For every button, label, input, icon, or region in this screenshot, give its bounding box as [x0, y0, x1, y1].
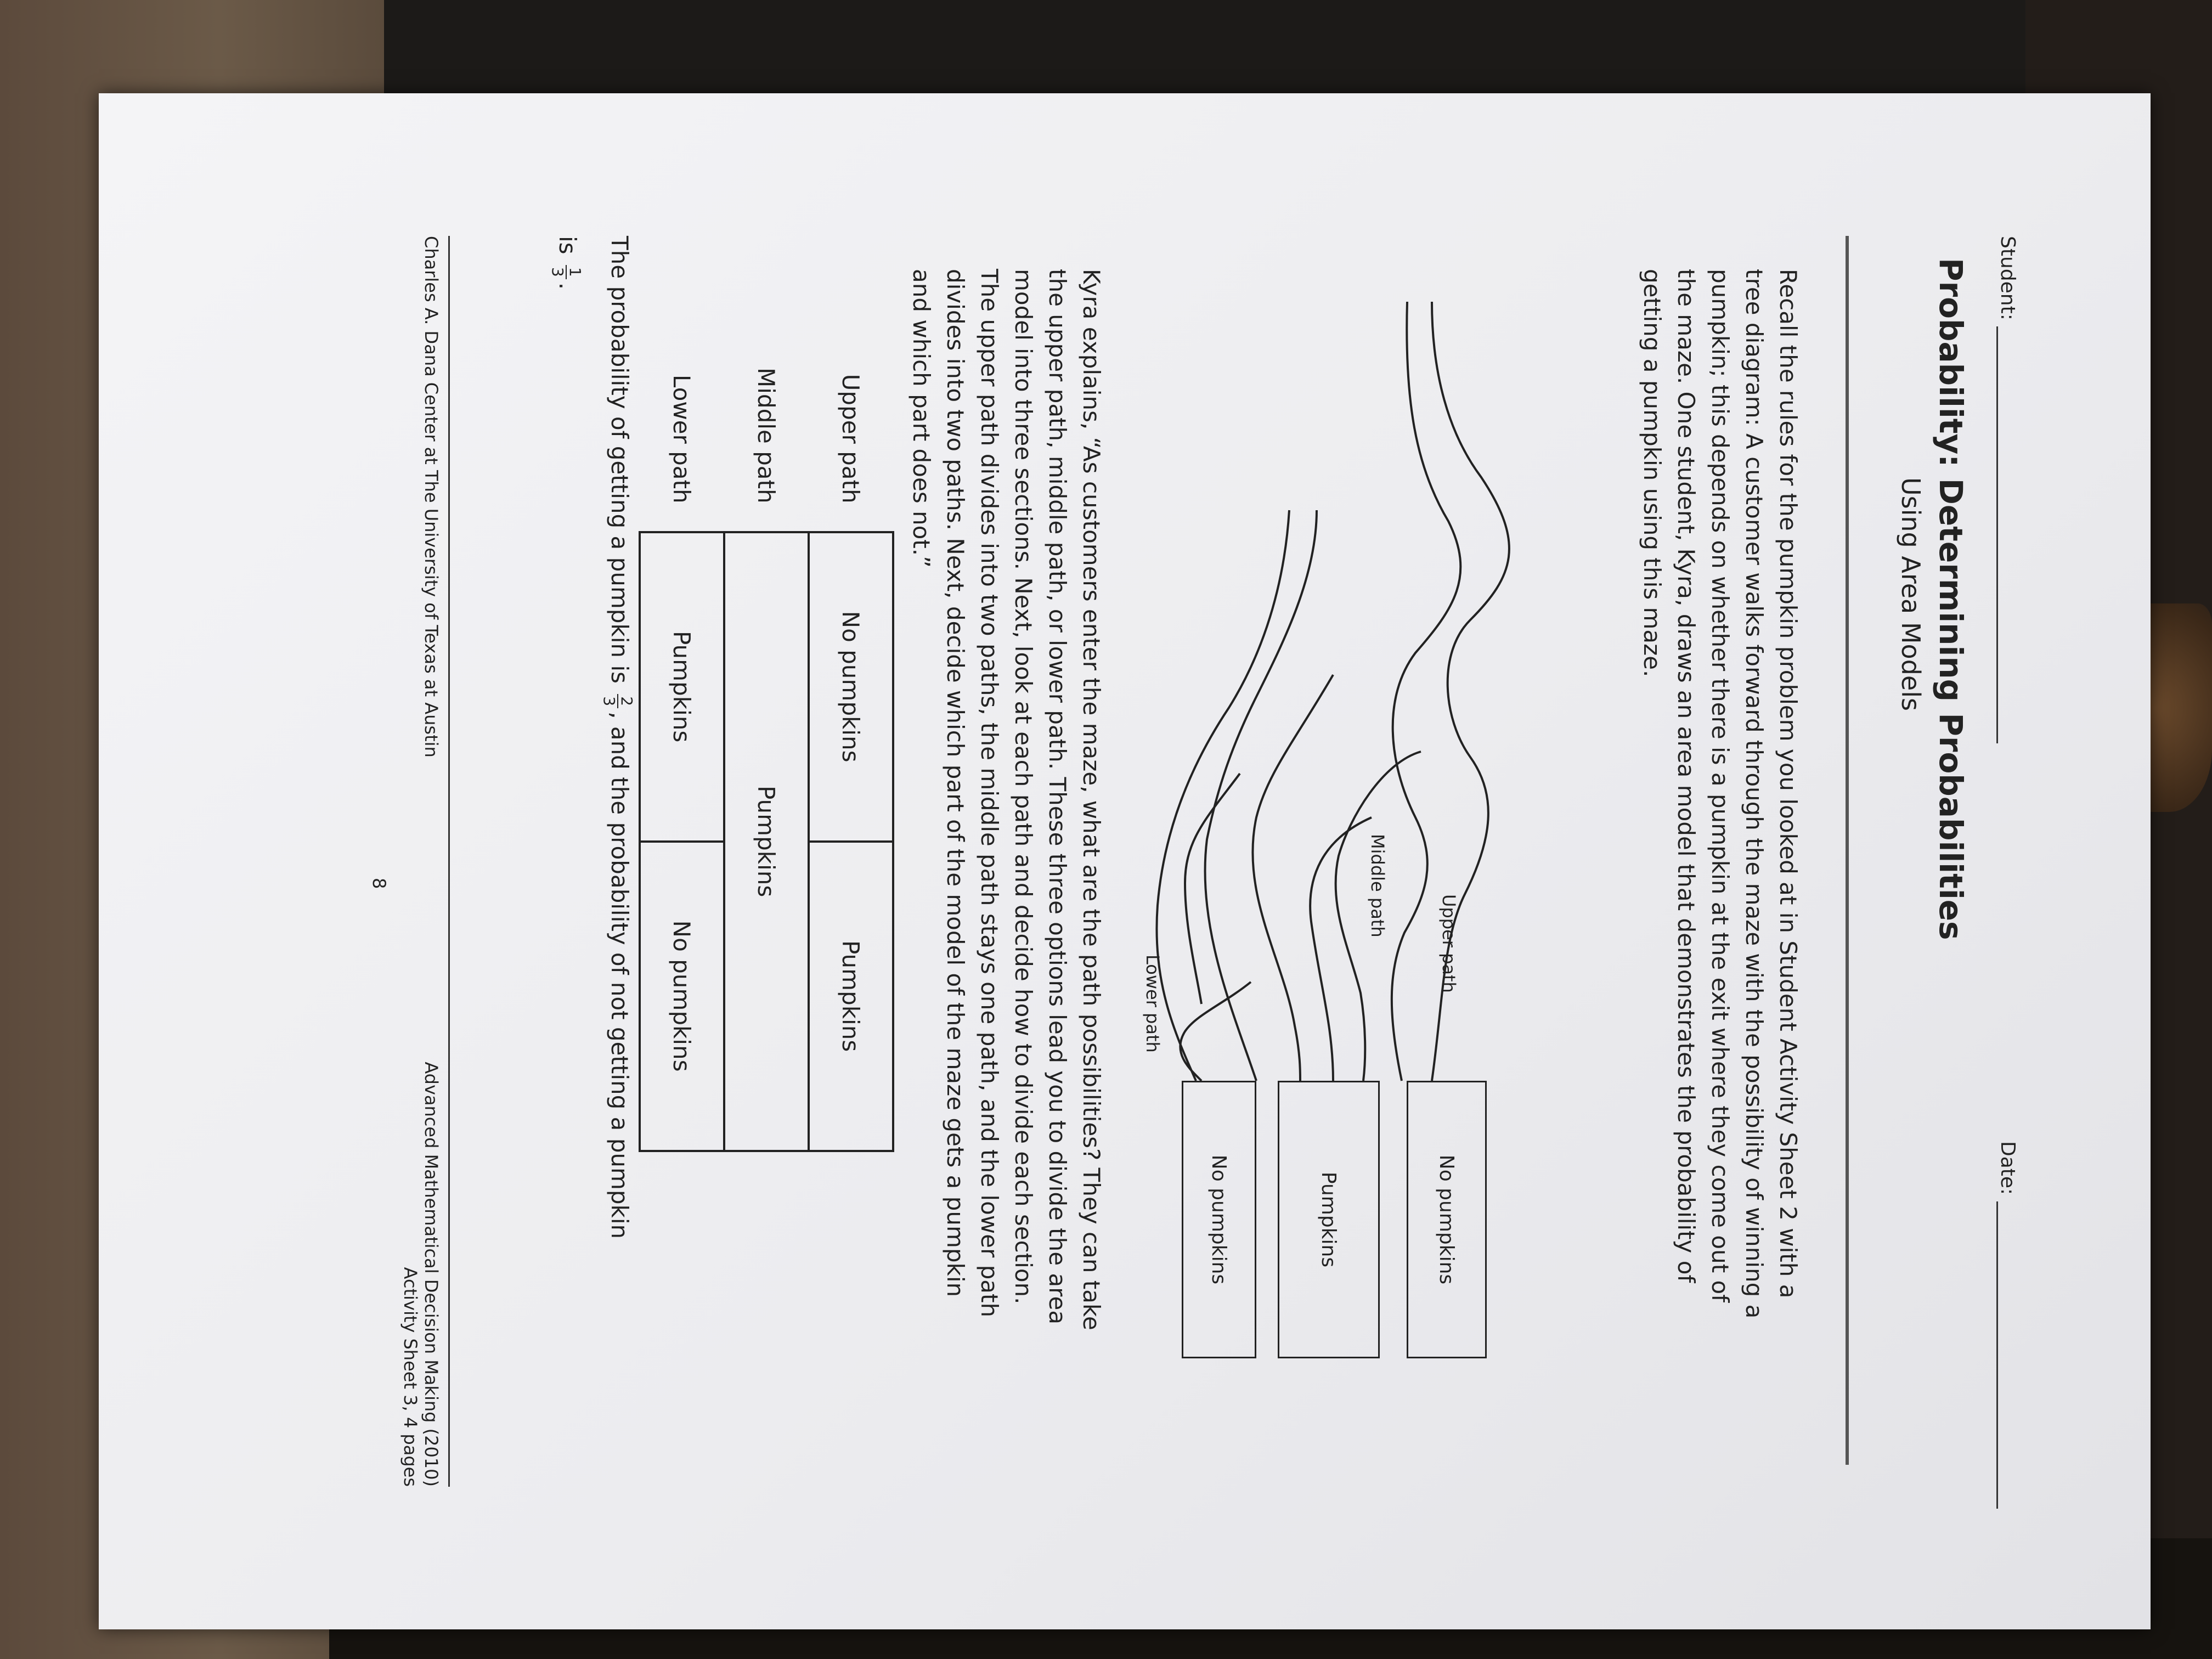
cell-upper-pumpkins: Pumpkins — [809, 842, 893, 1151]
row-label-middle: Middle path — [753, 368, 780, 504]
maze-paths — [198, 126, 2063, 1596]
date-label: Date: — [1996, 1141, 2019, 1195]
area-row-middle — [724, 357, 809, 1151]
worksheet-paper — [99, 93, 2151, 1629]
row-label-lower: Lower path — [668, 374, 696, 504]
exit-bottom-box — [1182, 1081, 1256, 1358]
footer-right-line-1: Advanced Mathematical Decision Making (2010) — [421, 1062, 442, 1487]
footer-right-line-2: Activity Sheet 3, 4 pages — [400, 1267, 421, 1487]
exit-middle-box — [1278, 1081, 1380, 1358]
maze-diagram — [198, 126, 2063, 1596]
page-title: Probability: Determining Probabilities — [1932, 258, 1970, 940]
intro-line: the maze. One student, Kyra, draws an area model that demonstrates the probability of — [1673, 269, 1700, 1283]
kyra-line: The upper path divides into two paths, the middle path stays one path, and the lower path — [976, 269, 1003, 1318]
conclusion-text-2: , and the probability of not getting a pumpkin — [606, 712, 633, 1239]
intro-line: tree diagram: A customer walks forward through the maze with the possibility of winning a — [1741, 269, 1768, 1319]
kyra-line: Kyra explains, “As customers enter the maze, what are the path possibilities? They can take — [1078, 269, 1105, 1330]
maze-middle-path-label: Middle path — [1367, 834, 1388, 938]
footer-right — [400, 1053, 442, 1487]
student-label: Student: — [1996, 236, 2019, 320]
page-number: 8 — [369, 878, 390, 889]
conclusion-paragraph — [549, 236, 636, 1553]
cell-lower-pumpkins: Pumpkins — [640, 532, 724, 842]
footer-rule — [448, 236, 450, 1487]
area-row-upper — [809, 357, 893, 1151]
fraction-numerator: 2 — [618, 694, 635, 708]
intro-line: Recall the rules for the pumpkin problem you looked at in Student Activity Sheet 2 with a — [1775, 269, 1802, 1299]
worksheet-content — [198, 126, 2063, 1596]
maze-lower-path-label: Lower path — [1142, 955, 1163, 1053]
area-row-lower — [640, 357, 724, 1151]
conclusion-text-4: . — [554, 282, 582, 290]
kyra-line: and which part does not.” — [908, 269, 935, 568]
fraction-one-third — [549, 265, 583, 279]
kyra-line: the upper path, middle path, or lower path. These three options lead you to divide the area — [1044, 269, 1071, 1325]
cell-upper-no-pumpkins: No pumpkins — [809, 532, 893, 842]
footer-left: Charles A. Dana Center at The University of Texas at Austin — [421, 236, 442, 758]
fraction-denominator: 3 — [549, 267, 567, 277]
conclusion-text-1: The probability of getting a pumpkin is — [606, 236, 633, 684]
conclusion-line-1 — [601, 236, 637, 1553]
kyra-line: model into three sections. Next, look at each path and decide how to divide each section. — [1010, 269, 1037, 1305]
page-subtitle: Using Area Models — [1896, 477, 1926, 711]
maze-upper-path-label: Upper path — [1438, 894, 1459, 993]
cell-lower-no-pumpkins: No pumpkins — [640, 842, 724, 1151]
conclusion-text-3: is — [554, 236, 582, 255]
fraction-denominator: 3 — [600, 696, 619, 707]
fraction-two-thirds — [601, 694, 635, 708]
exit-bottom-label: No pumpkins — [1207, 1154, 1231, 1285]
kyra-line: divides into two paths. Next, decide which part of the model of the maze gets a pumpkin — [942, 269, 969, 1297]
exit-top-label: No pumpkins — [1435, 1154, 1458, 1285]
intro-line: getting a pumpkin using this maze. — [1639, 269, 1666, 678]
row-label-upper: Upper path — [837, 374, 865, 504]
exit-middle-label: Pumpkins — [1317, 1171, 1340, 1268]
conclusion-line-2 — [549, 236, 585, 1553]
fraction-numerator: 1 — [566, 265, 583, 279]
cell-middle-pumpkins: Pumpkins — [724, 532, 809, 1151]
kyra-paragraph — [904, 269, 1108, 1476]
intro-line: pumpkin; this depends on whether there is a pumpkin at the exit where they come out of — [1707, 269, 1734, 1303]
exit-top-box — [1407, 1081, 1487, 1358]
area-model-table — [639, 357, 894, 1152]
